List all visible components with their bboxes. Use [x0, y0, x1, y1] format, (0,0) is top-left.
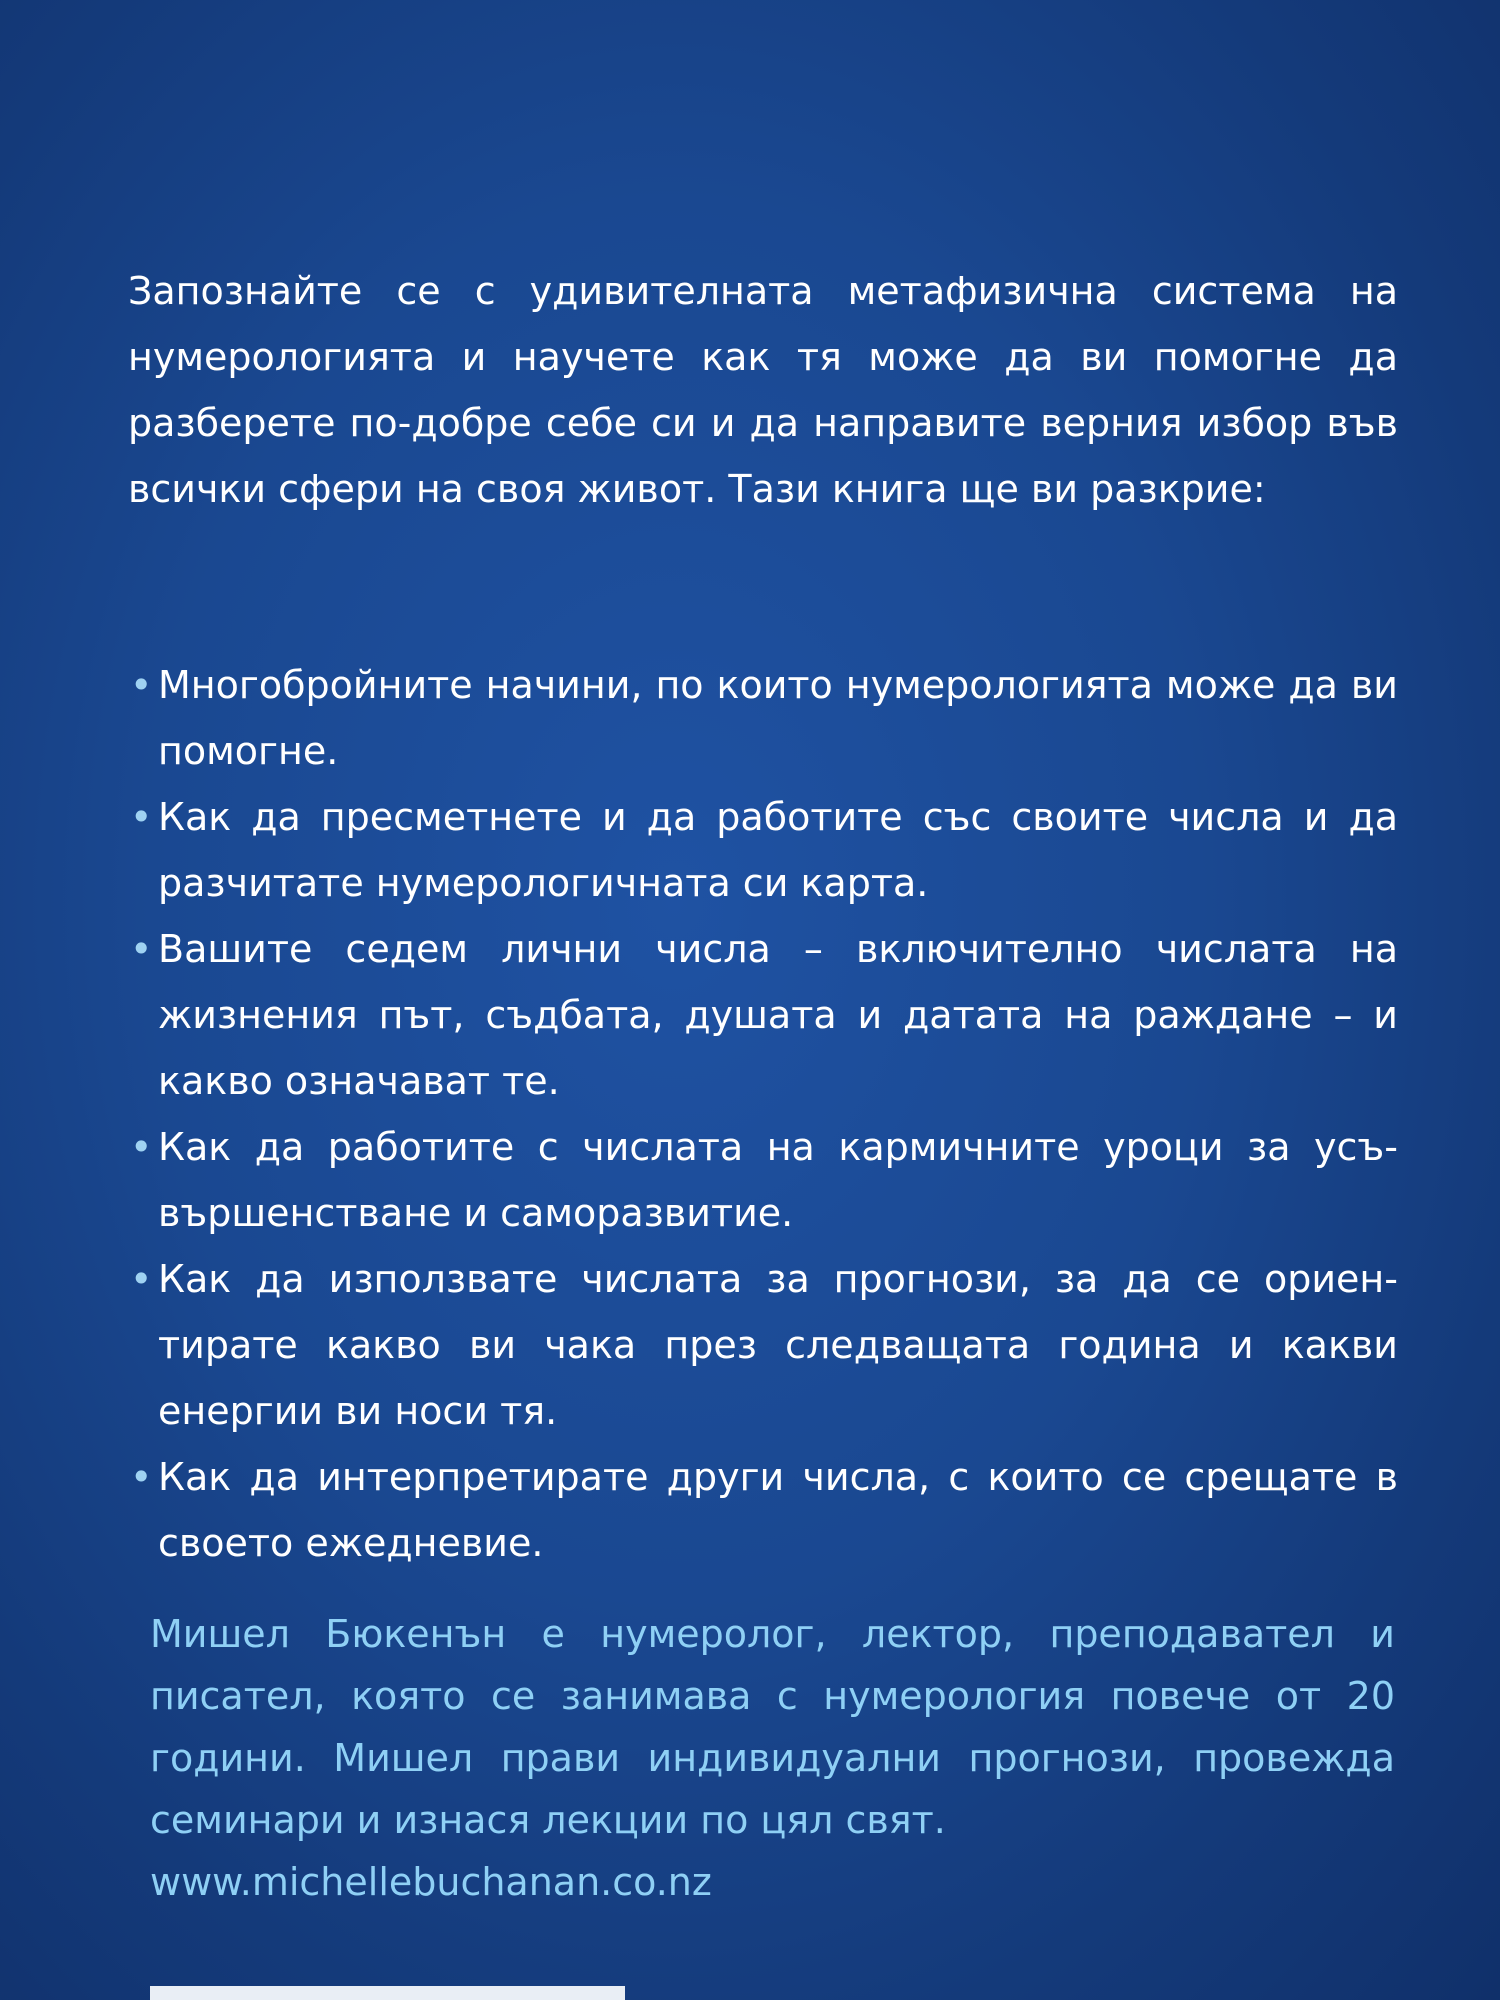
bullet-icon: • [130, 795, 153, 839]
list-item [128, 1246, 1398, 1444]
list-item-text: Как да работите с числата на кармичните уроци за усъвършенстване и саморазвитие. [158, 1125, 1398, 1235]
list-item [128, 784, 1398, 916]
list-item [128, 652, 1398, 784]
list-item-text: Как да използвате числата за прогнози, за да се ориентирате какво ви чака през следващата година и какви енергии ви носи тя. [158, 1257, 1398, 1433]
bullet-icon: • [130, 927, 153, 971]
list-item [128, 1444, 1398, 1576]
list-item-text: Как да интерпретирате други числа, с които се срещате в своето ежедневие. [158, 1455, 1398, 1565]
intro-paragraph: Запознайте се с удивителната метафизична система на нумерологията и научете как тя може да ви помогне да разберете по-добре себе си и да направите верния избор във всички сфери на своя живот. Тази книга ще ви разкрие: [128, 269, 1398, 511]
bottom-label-strip [150, 1986, 625, 2000]
list-item-text: Как да пресметнете и да работите със своите числа и да разчитате нумерологичната си карта. [158, 795, 1398, 905]
author-website-link[interactable]: www.michellebuchanan.co.nz [150, 1860, 712, 1904]
bullet-icon: • [130, 1455, 153, 1499]
bullet-icon: • [130, 1257, 153, 1301]
features-list [128, 652, 1398, 1576]
bullet-icon: • [130, 1125, 153, 1169]
author-bio [150, 1603, 1395, 1913]
list-item-text: Многобройните начини, по които нумерологията може да ви помогне. [158, 663, 1398, 773]
list-item-text: Вашите седем лични числа – включително числата на жизнения път, съдбата, душата и датата на раждане – и какво означават те. [158, 927, 1398, 1103]
list-item [128, 916, 1398, 1114]
bullet-icon: • [130, 663, 153, 707]
list-item [128, 1114, 1398, 1246]
author-bio-text: Мишел Бюкенън е нумеролог, лектор, преподавател и писател, която се занимава с нумерология повече от 20 години. Мишел прави индивидуални прогнози, провежда семинари и изнася лекции по цял свят. [150, 1612, 1395, 1842]
